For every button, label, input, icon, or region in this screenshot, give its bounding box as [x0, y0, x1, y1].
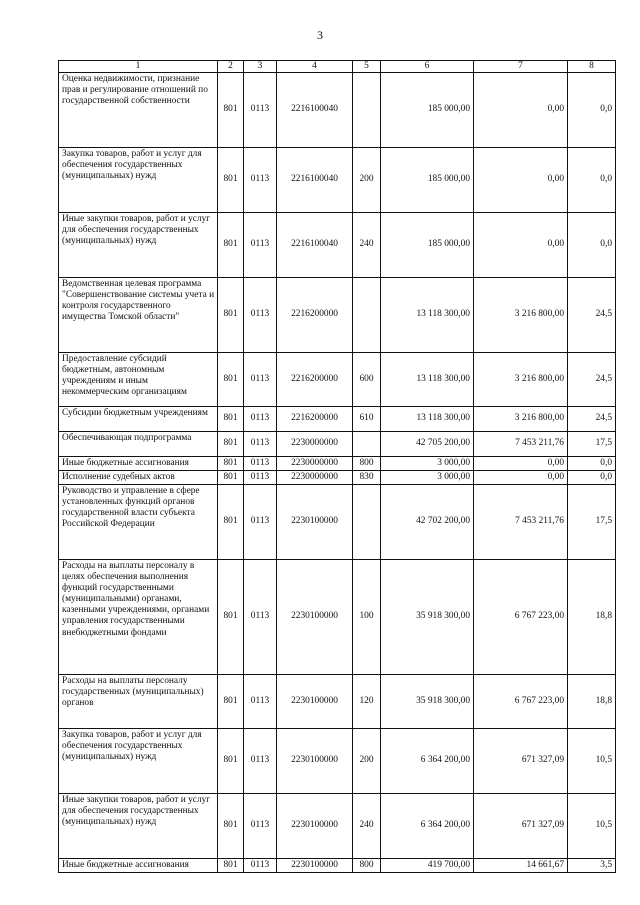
budget-execution-table: [58, 60, 616, 873]
row-department: 801: [218, 278, 244, 353]
page-number: 3: [317, 28, 323, 42]
row-executed: 6 767 223,00: [474, 675, 568, 729]
column-header-section: 3: [244, 61, 277, 73]
row-target-article: 2230100000: [277, 675, 353, 729]
row-department: 801: [218, 560, 244, 675]
row-target-article: 2230000000: [277, 432, 353, 457]
row-name: Ведомственная целевая программа "Совершенствование системы учета и контроля государственного имущества Томской области": [59, 278, 218, 353]
row-department: 801: [218, 794, 244, 859]
row-name: Субсидии бюджетным учреждениям: [59, 407, 218, 432]
row-expense-type: 240: [353, 213, 381, 278]
row-expense-type: 610: [353, 407, 381, 432]
row-percent: 0,0: [568, 148, 616, 213]
row-department: 801: [218, 485, 244, 560]
row-expense-type: [353, 485, 381, 560]
table-row: [59, 213, 616, 278]
row-planned: 185 000,00: [381, 148, 474, 213]
row-executed: 7 453 211,76: [474, 485, 568, 560]
table-row: [59, 148, 616, 213]
row-department: 801: [218, 213, 244, 278]
row-target-article: 2216200000: [277, 278, 353, 353]
row-section: 0113: [244, 353, 277, 407]
table-row: [59, 794, 616, 859]
row-planned: 6 364 200,00: [381, 794, 474, 859]
row-planned: 185 000,00: [381, 213, 474, 278]
row-planned: 6 364 200,00: [381, 729, 474, 794]
row-department: 801: [218, 457, 244, 471]
row-executed: 0,00: [474, 213, 568, 278]
table-row: [59, 353, 616, 407]
row-executed: 0,00: [474, 457, 568, 471]
row-planned: 35 918 300,00: [381, 560, 474, 675]
row-planned: 185 000,00: [381, 73, 474, 148]
row-name: Руководство и управление в сфере установленных функций органов государственной власти субъекта Российской Федерации: [59, 485, 218, 560]
row-target-article: 2216100040: [277, 148, 353, 213]
row-name: Обеспечивающая подпрограмма: [59, 432, 218, 457]
row-name: Иные закупки товаров, работ и услуг для обеспечения государственных (муниципальных) нужд: [59, 794, 218, 859]
row-department: 801: [218, 859, 244, 873]
column-header-executed: 7: [474, 61, 568, 73]
row-target-article: 2230100000: [277, 485, 353, 560]
row-department: 801: [218, 675, 244, 729]
row-percent: 17,5: [568, 432, 616, 457]
row-expense-type: 200: [353, 729, 381, 794]
row-percent: 0,0: [568, 213, 616, 278]
row-percent: 18,8: [568, 675, 616, 729]
row-target-article: 2230100000: [277, 729, 353, 794]
table-row: [59, 859, 616, 873]
row-name: Расходы на выплаты персоналу в целях обеспечения выполнения функций государственными (муниципальными) органами, казенными учреждениями, органами управления государственными внебюджетными фондами: [59, 560, 218, 675]
row-target-article: 2230000000: [277, 471, 353, 485]
row-percent: 17,5: [568, 485, 616, 560]
row-section: 0113: [244, 859, 277, 873]
row-expense-type: 100: [353, 560, 381, 675]
row-department: 801: [218, 432, 244, 457]
row-target-article: 2230000000: [277, 457, 353, 471]
row-executed: 671 327,09: [474, 729, 568, 794]
row-executed: 0,00: [474, 471, 568, 485]
row-expense-type: 240: [353, 794, 381, 859]
row-percent: 24,5: [568, 407, 616, 432]
row-percent: 18,8: [568, 560, 616, 675]
row-executed: 3 216 800,00: [474, 278, 568, 353]
row-name: Закупка товаров, работ и услуг для обеспечения государственных (муниципальных) нужд: [59, 729, 218, 794]
row-planned: 419 700,00: [381, 859, 474, 873]
row-section: 0113: [244, 485, 277, 560]
row-percent: 10,5: [568, 729, 616, 794]
row-department: 801: [218, 73, 244, 148]
row-expense-type: 800: [353, 457, 381, 471]
table-header-row: [59, 61, 616, 73]
table-row: [59, 432, 616, 457]
table-row: [59, 457, 616, 471]
column-header-target-article: 4: [277, 61, 353, 73]
row-percent: 0,0: [568, 457, 616, 471]
table-row: [59, 560, 616, 675]
row-percent: 24,5: [568, 278, 616, 353]
row-expense-type: [353, 278, 381, 353]
row-name: Иные закупки товаров, работ и услуг для обеспечения государственных (муниципальных) нужд: [59, 213, 218, 278]
row-name: Закупка товаров, работ и услуг для обеспечения государственных (муниципальных) нужд: [59, 148, 218, 213]
row-section: 0113: [244, 457, 277, 471]
row-planned: 3 000,00: [381, 471, 474, 485]
column-header-planned: 6: [381, 61, 474, 73]
row-executed: 671 327,09: [474, 794, 568, 859]
row-planned: 13 118 300,00: [381, 353, 474, 407]
row-target-article: 2230100000: [277, 560, 353, 675]
row-section: 0113: [244, 432, 277, 457]
table-row: [59, 729, 616, 794]
table-row: [59, 471, 616, 485]
table-row: [59, 407, 616, 432]
row-expense-type: 600: [353, 353, 381, 407]
row-expense-type: 800: [353, 859, 381, 873]
table-row: [59, 675, 616, 729]
row-target-article: 2216100040: [277, 73, 353, 148]
row-section: 0113: [244, 213, 277, 278]
row-section: 0113: [244, 73, 277, 148]
row-percent: 24,5: [568, 353, 616, 407]
row-planned: 35 918 300,00: [381, 675, 474, 729]
row-section: 0113: [244, 407, 277, 432]
row-executed: 3 216 800,00: [474, 353, 568, 407]
row-executed: 6 767 223,00: [474, 560, 568, 675]
table-row: [59, 278, 616, 353]
row-target-article: 2230100000: [277, 794, 353, 859]
row-planned: 13 118 300,00: [381, 278, 474, 353]
row-target-article: 2216200000: [277, 353, 353, 407]
row-executed: 7 453 211,76: [474, 432, 568, 457]
row-target-article: 2216200000: [277, 407, 353, 432]
column-header-name: 1: [59, 61, 218, 73]
row-section: 0113: [244, 729, 277, 794]
row-target-article: 2230100000: [277, 859, 353, 873]
row-name: Иные бюджетные ассигнования: [59, 457, 218, 471]
row-department: 801: [218, 471, 244, 485]
row-name: Иные бюджетные ассигнования: [59, 859, 218, 873]
row-name: Расходы на выплаты персоналу государственных (муниципальных) органов: [59, 675, 218, 729]
row-expense-type: [353, 73, 381, 148]
row-executed: 14 661,67: [474, 859, 568, 873]
row-section: 0113: [244, 560, 277, 675]
row-section: 0113: [244, 675, 277, 729]
row-name: Исполнение судебных актов: [59, 471, 218, 485]
row-name: Предоставление субсидий бюджетным, автономным учреждениям и иным некоммерческим организациям: [59, 353, 218, 407]
row-planned: 42 702 200,00: [381, 485, 474, 560]
row-expense-type: 120: [353, 675, 381, 729]
row-expense-type: [353, 432, 381, 457]
row-executed: 0,00: [474, 73, 568, 148]
row-section: 0113: [244, 148, 277, 213]
table-row: [59, 73, 616, 148]
row-planned: 3 000,00: [381, 457, 474, 471]
row-section: 0113: [244, 794, 277, 859]
row-executed: 3 216 800,00: [474, 407, 568, 432]
row-executed: 0,00: [474, 148, 568, 213]
row-department: 801: [218, 148, 244, 213]
column-header-department: 2: [218, 61, 244, 73]
row-percent: 3,5: [568, 859, 616, 873]
row-planned: 42 705 200,00: [381, 432, 474, 457]
row-percent: 10,5: [568, 794, 616, 859]
row-percent: 0,0: [568, 73, 616, 148]
row-department: 801: [218, 729, 244, 794]
row-section: 0113: [244, 471, 277, 485]
row-department: 801: [218, 353, 244, 407]
row-department: 801: [218, 407, 244, 432]
column-header-expense-type: 5: [353, 61, 381, 73]
row-planned: 13 118 300,00: [381, 407, 474, 432]
row-percent: 0,0: [568, 471, 616, 485]
row-name: Оценка недвижимости, признание прав и регулирование отношений по государственной собственности: [59, 73, 218, 148]
table-row: [59, 485, 616, 560]
column-header-percent: 8: [568, 61, 616, 73]
row-target-article: 2216100040: [277, 213, 353, 278]
row-section: 0113: [244, 278, 277, 353]
row-expense-type: 830: [353, 471, 381, 485]
row-expense-type: 200: [353, 148, 381, 213]
